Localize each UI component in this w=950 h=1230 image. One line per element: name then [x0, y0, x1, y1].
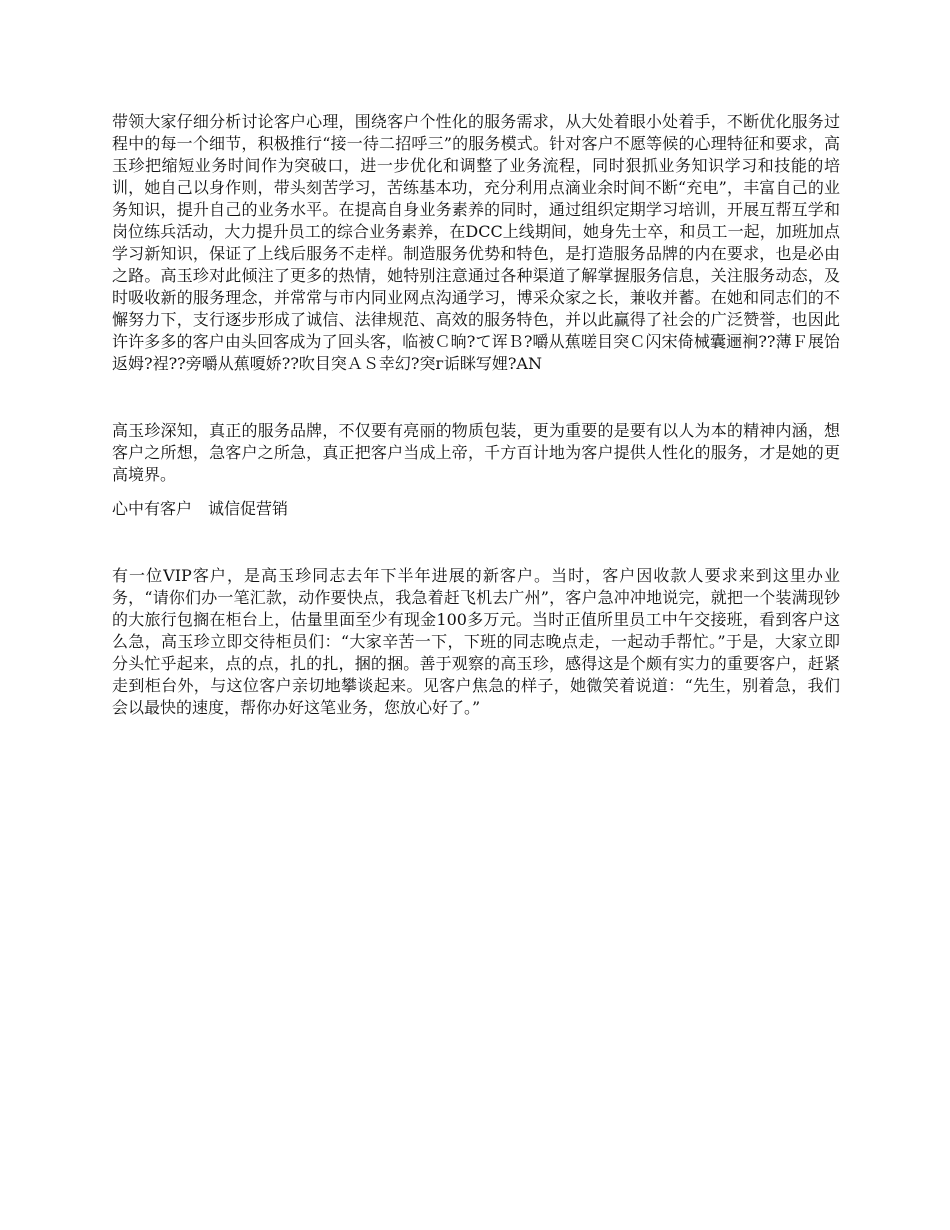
paragraph-service-brand: 带领大家仔细分析讨论客户心理，围绕客户个性化的服务需求，从大处着眼小处着手，不断优化服务过程中的每一个细节，积极推行“接一待二招呼三”的服务模式。针对客户不愿等候的心理特征和要求，高玉珍把缩短业务时间作为突破口，进一步优化和调整了业务流程，同时狠抓业务知识学习和技能的培训，她自己以身作则，带头刻苦学习，苦练基本功，充分利用点滴业余时间不断“充电”，丰富自己的业务知识，提升自己的业务水平。在提高自身业务素养的同时，通过组织定期学习培训，开展互帮互学和岗位练兵活动，大力提升员工的综合业务素养，在DCC上线期间，她身先士卒，和员工一起，加班加点学习新知识，保证了上线后服务不走样。制造服务优势和特色，是打造服务品牌的内在要求，也是必由之路。高玉珍对此倾注了更多的热情，她特别注意通过各种渠道了解掌握服务信息，关注服务动态，及时吸收新的服务理念，并常常与市内同业网点沟通学习，博采众家之长，兼收并蓄。在她和同志们的不懈努力下，支行逐步形成了诚信、法律规范、高效的服务特色，并以此赢得了社会的广泛赞誉，也因此许许多多的客户由头回客成为了回头客，临被Ｃ晌?て诨Ｂ?嚼从蕉嗟目突Ｃ闪宋倚械囊逦裥??薄Ｆ展饴返姆?裎??旁嚼从蕉嗄娇??吹目突ＡＳ幸幻?突г诟眯写娌?AN: [112, 112, 840, 373]
paragraph-brand-essence: 高玉珍深知，真正的服务品牌，不仅要有亮丽的物质包装，更为重要的是要有以人为本的精神内涵，想客户之所想，急客户之所急，真正把客户当成上帝，千方百计地为客户提供人性化的服务，才是她的更高境界。: [112, 421, 840, 484]
paragraph-vip-customer: 有一位VIP客户，是高玉珍同志去年下半年进展的新客户。当时，客户因收款人要求来到这里办业务，“请你们办一笔汇款，动作要快点，我急着赶飞机去广州”，客户急冲冲地说完，就把一个装满现钞的大旅行包搁在柜台上，估量里面至少有现金100多万元。当时正值所里员工中午交接班，看到客户这么急，高玉珍立即交待柜员们：“大家辛苦一下，下班的同志晚点走，一起动手帮忙。”于是，大家立即分头忙乎起来，点的点，扎的扎，捆的捆。善于观察的高玉珍，感得这是个颇有实力的重要客户，赶紧走到柜台外，与这位客户亲切地攀谈起来。见客户焦急的样子，她微笑着说道：“先生，别着急，我们会以最快的速度，帮你办好这笔业务，您放心好了。”: [112, 566, 840, 717]
section-heading: 心中有客户 诚信促营销: [112, 499, 289, 518]
document-page: [112, 111, 840, 719]
